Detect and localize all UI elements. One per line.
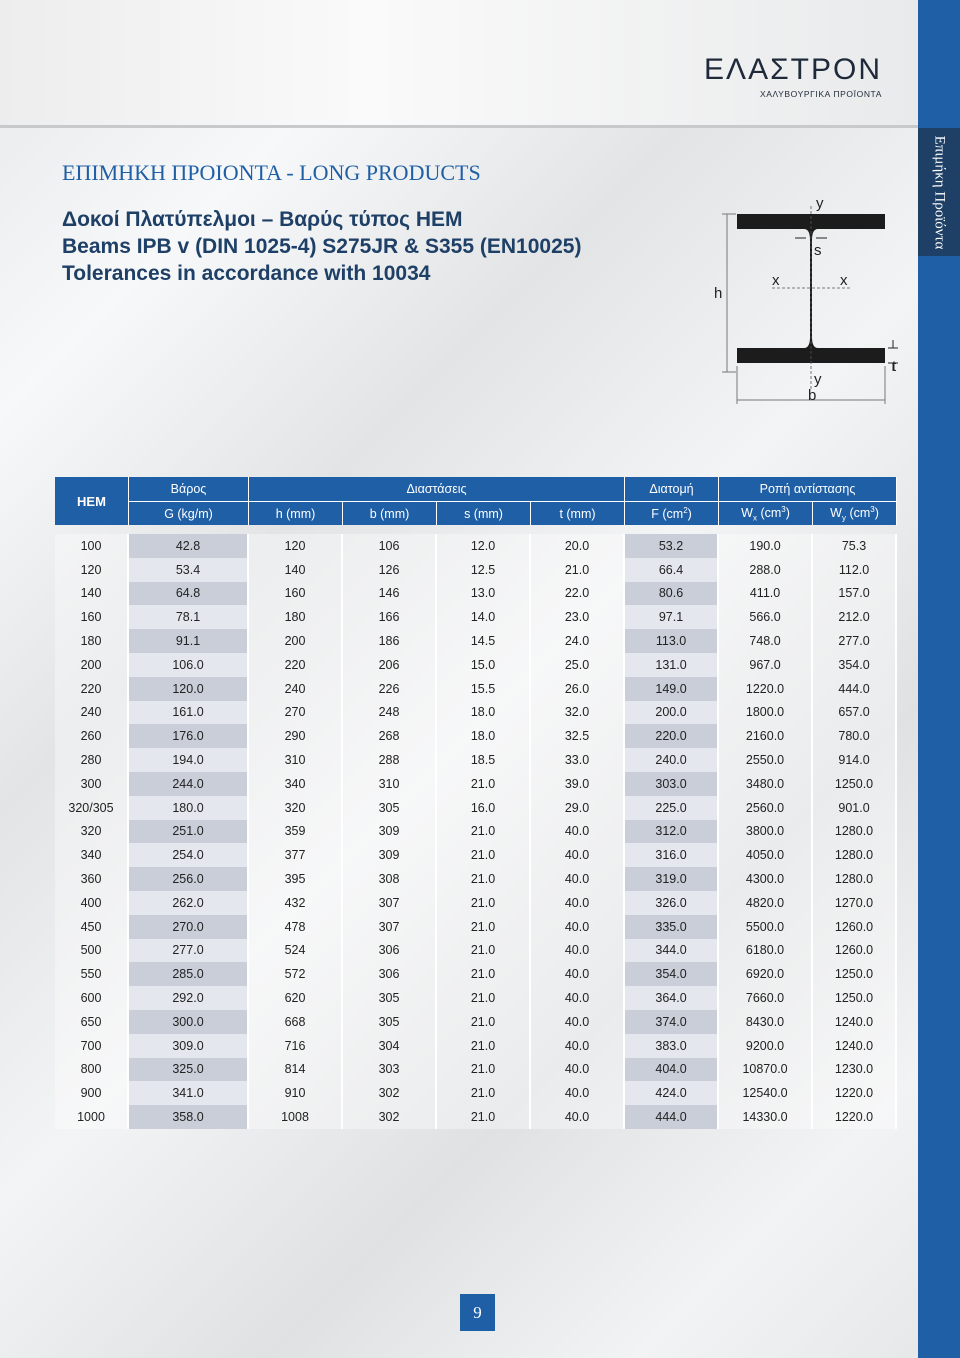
table-cell: 354.0 bbox=[813, 653, 897, 677]
table-cell: 13.0 bbox=[437, 582, 531, 606]
table-cell: 18.5 bbox=[437, 748, 531, 772]
table-cell: 120 bbox=[55, 558, 129, 582]
table-cell: 914.0 bbox=[813, 748, 897, 772]
table-cell: 1800.0 bbox=[719, 701, 813, 725]
table-cell: 225.0 bbox=[625, 796, 719, 820]
table-cell: 254.0 bbox=[129, 843, 249, 867]
table-cell: 40.0 bbox=[531, 1058, 625, 1082]
label-s: s bbox=[814, 242, 822, 259]
table-cell: 256.0 bbox=[129, 867, 249, 891]
table-cell: 478 bbox=[249, 915, 343, 939]
table-cell: 309 bbox=[343, 820, 437, 844]
table-row bbox=[55, 867, 897, 891]
table-cell: 748.0 bbox=[719, 629, 813, 653]
table-cell: 3800.0 bbox=[719, 820, 813, 844]
table-cell: 40.0 bbox=[531, 820, 625, 844]
table-row bbox=[55, 915, 897, 939]
table-cell: 244.0 bbox=[129, 772, 249, 796]
table-cell: 780.0 bbox=[813, 724, 897, 748]
table-row bbox=[55, 820, 897, 844]
table-cell: 42.8 bbox=[129, 534, 249, 558]
table-cell: 40.0 bbox=[531, 891, 625, 915]
table-cell: 80.6 bbox=[625, 582, 719, 606]
table-cell: 395 bbox=[249, 867, 343, 891]
table-cell: 21.0 bbox=[437, 1105, 531, 1129]
table-cell: 240 bbox=[249, 677, 343, 701]
table-cell: 21.0 bbox=[437, 1034, 531, 1058]
table-cell: 206 bbox=[343, 653, 437, 677]
table-cell: 572 bbox=[249, 962, 343, 986]
table-cell: 309.0 bbox=[129, 1034, 249, 1058]
col-wx: $W_x$ $(cm^3)$ bbox=[719, 501, 813, 525]
table-cell: 97.1 bbox=[625, 605, 719, 629]
table-cell: 176.0 bbox=[129, 724, 249, 748]
table-cell: 240 bbox=[55, 701, 129, 725]
table-cell: 161.0 bbox=[129, 701, 249, 725]
table-row bbox=[55, 629, 897, 653]
table-cell: 306 bbox=[343, 962, 437, 986]
side-tab-label: Επιμήκη Προϊόντα bbox=[931, 135, 948, 249]
group-moment: Ροπή αντίστασης bbox=[719, 477, 897, 501]
table-cell: 500 bbox=[55, 939, 129, 963]
hem-beams-table bbox=[55, 477, 897, 1129]
table-cell: 285.0 bbox=[129, 962, 249, 986]
table-cell: 312.0 bbox=[625, 820, 719, 844]
table-cell: 326.0 bbox=[625, 891, 719, 915]
table-cell: 6180.0 bbox=[719, 939, 813, 963]
table-cell: 320/305 bbox=[55, 796, 129, 820]
table-cell: 340 bbox=[55, 843, 129, 867]
table-cell: 359 bbox=[249, 820, 343, 844]
table-cell: 270.0 bbox=[129, 915, 249, 939]
table-cell: 319.0 bbox=[625, 867, 719, 891]
table-cell: 40.0 bbox=[531, 1105, 625, 1129]
table-cell: 106 bbox=[343, 534, 437, 558]
table-cell: 200 bbox=[55, 653, 129, 677]
table-cell: 12.0 bbox=[437, 534, 531, 558]
table-cell: 657.0 bbox=[813, 701, 897, 725]
table-cell: 4300.0 bbox=[719, 867, 813, 891]
table-row bbox=[55, 1058, 897, 1082]
table-cell: 75.3 bbox=[813, 534, 897, 558]
table-row bbox=[55, 701, 897, 725]
table-row bbox=[55, 582, 897, 606]
table-cell: 566.0 bbox=[719, 605, 813, 629]
table-cell: 21.0 bbox=[437, 891, 531, 915]
table-cell: 66.4 bbox=[625, 558, 719, 582]
table-cell: 14.5 bbox=[437, 629, 531, 653]
table-cell: 39.0 bbox=[531, 772, 625, 796]
table-cell: 277.0 bbox=[813, 629, 897, 653]
table-cell: 248 bbox=[343, 701, 437, 725]
label-x-right: x bbox=[840, 272, 848, 289]
table-row bbox=[55, 677, 897, 701]
table-cell: 220 bbox=[249, 653, 343, 677]
table-cell: 4820.0 bbox=[719, 891, 813, 915]
table-cell: 1240.0 bbox=[813, 1010, 897, 1034]
table-cell: 2160.0 bbox=[719, 724, 813, 748]
table-cell: 524 bbox=[249, 939, 343, 963]
table-row bbox=[55, 891, 897, 915]
table-cell: 18.0 bbox=[437, 724, 531, 748]
table-row bbox=[55, 796, 897, 820]
table-cell: 21.0 bbox=[437, 962, 531, 986]
table-cell: 288 bbox=[343, 748, 437, 772]
label-y-bottom: y bbox=[814, 371, 822, 388]
table-cell: 40.0 bbox=[531, 915, 625, 939]
table-row bbox=[55, 986, 897, 1010]
label-x-left: x bbox=[772, 272, 780, 289]
table-cell: 21.0 bbox=[437, 867, 531, 891]
table-cell: 12540.0 bbox=[719, 1081, 813, 1105]
table-cell: 21.0 bbox=[437, 939, 531, 963]
table-cell: 200.0 bbox=[625, 701, 719, 725]
table-cell: 716 bbox=[249, 1034, 343, 1058]
table-cell: 16.0 bbox=[437, 796, 531, 820]
table-cell: 40.0 bbox=[531, 867, 625, 891]
table-row bbox=[55, 1034, 897, 1058]
table-cell: 53.4 bbox=[129, 558, 249, 582]
table-cell: 305 bbox=[343, 1010, 437, 1034]
table-cell: 814 bbox=[249, 1058, 343, 1082]
table-cell: 310 bbox=[249, 748, 343, 772]
table-cell: 146 bbox=[343, 582, 437, 606]
table-row bbox=[55, 1081, 897, 1105]
table-cell: 4050.0 bbox=[719, 843, 813, 867]
col-g: G (kg/m) bbox=[129, 501, 249, 525]
table-cell: 288.0 bbox=[719, 558, 813, 582]
table-cell: 307 bbox=[343, 915, 437, 939]
table-cell: 21.0 bbox=[437, 820, 531, 844]
table-cell: 21.0 bbox=[531, 558, 625, 582]
table-cell: 432 bbox=[249, 891, 343, 915]
table-cell: 800 bbox=[55, 1058, 129, 1082]
i-beam-cross-section-diagram bbox=[700, 190, 910, 410]
subtitle-line-3: Tolerances in accordance with 10034 bbox=[62, 262, 431, 285]
table-cell: 8430.0 bbox=[719, 1010, 813, 1034]
table-row bbox=[55, 843, 897, 867]
table-row bbox=[55, 1105, 897, 1129]
table-cell: 40.0 bbox=[531, 843, 625, 867]
table-cell: 21.0 bbox=[437, 915, 531, 939]
table-cell: 309 bbox=[343, 843, 437, 867]
table-cell: 305 bbox=[343, 796, 437, 820]
table-cell: 33.0 bbox=[531, 748, 625, 772]
table-cell: 300 bbox=[55, 772, 129, 796]
table-cell: 550 bbox=[55, 962, 129, 986]
table-cell: 194.0 bbox=[129, 748, 249, 772]
table-cell: 344.0 bbox=[625, 939, 719, 963]
table-cell: 600 bbox=[55, 986, 129, 1010]
table-row bbox=[55, 558, 897, 582]
table-cell: 700 bbox=[55, 1034, 129, 1058]
col-f: F $(cm^2)$ bbox=[625, 501, 719, 525]
table-cell: 78.1 bbox=[129, 605, 249, 629]
subtitle-line-2: Beams IPB v (DIN 1025-4) S275JR & S355 (EN10025) bbox=[62, 235, 582, 258]
table-cell: 100 bbox=[55, 534, 129, 558]
table-cell: 212.0 bbox=[813, 605, 897, 629]
table-row bbox=[55, 772, 897, 796]
table-cell: 21.0 bbox=[437, 1058, 531, 1082]
table-cell: 900 bbox=[55, 1081, 129, 1105]
table-cell: 1280.0 bbox=[813, 867, 897, 891]
table-cell: 910 bbox=[249, 1081, 343, 1105]
table-row bbox=[55, 1010, 897, 1034]
table-cell: 25.0 bbox=[531, 653, 625, 677]
table-cell: 304 bbox=[343, 1034, 437, 1058]
col-b: b (mm) bbox=[343, 501, 437, 525]
col-t: t (mm) bbox=[531, 501, 625, 525]
table-cell: 240.0 bbox=[625, 748, 719, 772]
table-cell: 377 bbox=[249, 843, 343, 867]
table-cell: 140 bbox=[249, 558, 343, 582]
table-cell: 341.0 bbox=[129, 1081, 249, 1105]
label-t: t bbox=[892, 358, 897, 375]
table-cell: 21.0 bbox=[437, 772, 531, 796]
table-cell: 303 bbox=[343, 1058, 437, 1082]
table-row bbox=[55, 605, 897, 629]
table-cell: 7660.0 bbox=[719, 986, 813, 1010]
table-cell: 270 bbox=[249, 701, 343, 725]
table-cell: 24.0 bbox=[531, 629, 625, 653]
label-b: b bbox=[808, 387, 817, 404]
table-cell: 444.0 bbox=[813, 677, 897, 701]
side-tab-label-box bbox=[918, 128, 960, 256]
table-cell: 21.0 bbox=[437, 843, 531, 867]
table-cell: 292.0 bbox=[129, 986, 249, 1010]
table-cell: 140 bbox=[55, 582, 129, 606]
table-cell: 1008 bbox=[249, 1105, 343, 1129]
table-row bbox=[55, 939, 897, 963]
table-cell: 200 bbox=[249, 629, 343, 653]
table-cell: 335.0 bbox=[625, 915, 719, 939]
table-cell: 15.0 bbox=[437, 653, 531, 677]
table-cell: 358.0 bbox=[129, 1105, 249, 1129]
table-cell: 1250.0 bbox=[813, 772, 897, 796]
table-cell: 23.0 bbox=[531, 605, 625, 629]
table-cell: 21.0 bbox=[437, 986, 531, 1010]
table-cell: 305 bbox=[343, 986, 437, 1010]
table-cell: 32.0 bbox=[531, 701, 625, 725]
table-cell: 650 bbox=[55, 1010, 129, 1034]
table-cell: 340 bbox=[249, 772, 343, 796]
table-cell: 32.5 bbox=[531, 724, 625, 748]
table-cell: 6920.0 bbox=[719, 962, 813, 986]
table-cell: 18.0 bbox=[437, 701, 531, 725]
col-wy: $W_y$ $(cm^3)$ bbox=[813, 501, 897, 525]
table-cell: 226 bbox=[343, 677, 437, 701]
table-cell: 131.0 bbox=[625, 653, 719, 677]
table-cell: 1220.0 bbox=[813, 1081, 897, 1105]
table-row bbox=[55, 534, 897, 558]
table-cell: 157.0 bbox=[813, 582, 897, 606]
table-cell: 967.0 bbox=[719, 653, 813, 677]
table-cell: 251.0 bbox=[129, 820, 249, 844]
table-cell: 1280.0 bbox=[813, 820, 897, 844]
table-cell: 160 bbox=[55, 605, 129, 629]
table-cell: 26.0 bbox=[531, 677, 625, 701]
table-cell: 12.5 bbox=[437, 558, 531, 582]
table-cell: 40.0 bbox=[531, 939, 625, 963]
table-cell: 3480.0 bbox=[719, 772, 813, 796]
table-cell: 1260.0 bbox=[813, 939, 897, 963]
table-cell: 1220.0 bbox=[719, 677, 813, 701]
table-cell: 316.0 bbox=[625, 843, 719, 867]
table-cell: 40.0 bbox=[531, 962, 625, 986]
logo-wordmark: ΕΛΑΣΤΡΟΝ bbox=[704, 53, 882, 86]
table-cell: 290 bbox=[249, 724, 343, 748]
table-cell: 364.0 bbox=[625, 986, 719, 1010]
table-cell: 180 bbox=[55, 629, 129, 653]
col-s: s (mm) bbox=[437, 501, 531, 525]
table-cell: 5500.0 bbox=[719, 915, 813, 939]
table-cell: 260 bbox=[55, 724, 129, 748]
table-cell: 901.0 bbox=[813, 796, 897, 820]
table-cell: 354.0 bbox=[625, 962, 719, 986]
table-cell: 383.0 bbox=[625, 1034, 719, 1058]
page-number: 9 bbox=[460, 1294, 495, 1331]
table-cell: 360 bbox=[55, 867, 129, 891]
table-row bbox=[55, 962, 897, 986]
label-y-top: y bbox=[816, 195, 824, 212]
table-cell: 14330.0 bbox=[719, 1105, 813, 1129]
table-cell: 262.0 bbox=[129, 891, 249, 915]
table-cell: 306 bbox=[343, 939, 437, 963]
table-cell: 40.0 bbox=[531, 986, 625, 1010]
group-dimensions: Διαστάσεις bbox=[249, 477, 625, 501]
table-cell: 277.0 bbox=[129, 939, 249, 963]
table-cell: 180.0 bbox=[129, 796, 249, 820]
table-cell: 300.0 bbox=[129, 1010, 249, 1034]
table-cell: 320 bbox=[55, 820, 129, 844]
table-cell: 411.0 bbox=[719, 582, 813, 606]
table-cell: 20.0 bbox=[531, 534, 625, 558]
table-cell: 29.0 bbox=[531, 796, 625, 820]
table-cell: 220 bbox=[55, 677, 129, 701]
group-weight: Βάρος bbox=[129, 477, 249, 501]
table-cell: 15.5 bbox=[437, 677, 531, 701]
table-cell: 320 bbox=[249, 796, 343, 820]
table-cell: 40.0 bbox=[531, 1010, 625, 1034]
table-cell: 1240.0 bbox=[813, 1034, 897, 1058]
table-cell: 106.0 bbox=[129, 653, 249, 677]
table-cell: 2550.0 bbox=[719, 748, 813, 772]
table-cell: 1250.0 bbox=[813, 962, 897, 986]
section-title: ΕΠΙΜΗΚΗ ΠΡΟΙΟΝΤΑ - LONG PRODUCTS bbox=[62, 160, 481, 185]
table-cell: 1230.0 bbox=[813, 1058, 897, 1082]
table-cell: 1270.0 bbox=[813, 891, 897, 915]
table-cell: 280 bbox=[55, 748, 129, 772]
table-cell: 113.0 bbox=[625, 629, 719, 653]
table-cell: 40.0 bbox=[531, 1034, 625, 1058]
label-h: h bbox=[714, 285, 723, 302]
table-cell: 21.0 bbox=[437, 1081, 531, 1105]
table-cell: 1000 bbox=[55, 1105, 129, 1129]
table-cell: 307 bbox=[343, 891, 437, 915]
table-cell: 668 bbox=[249, 1010, 343, 1034]
table-cell: 1250.0 bbox=[813, 986, 897, 1010]
table-row bbox=[55, 724, 897, 748]
table-cell: 450 bbox=[55, 915, 129, 939]
table-cell: 220.0 bbox=[625, 724, 719, 748]
table-cell: 303.0 bbox=[625, 772, 719, 796]
table-cell: 126 bbox=[343, 558, 437, 582]
table-cell: 53.2 bbox=[625, 534, 719, 558]
table-cell: 160 bbox=[249, 582, 343, 606]
table-row bbox=[55, 748, 897, 772]
table-cell: 1260.0 bbox=[813, 915, 897, 939]
company-logo bbox=[686, 54, 882, 99]
table-row bbox=[55, 653, 897, 677]
table-cell: 21.0 bbox=[437, 1010, 531, 1034]
table-cell: 190.0 bbox=[719, 534, 813, 558]
table-cell: 14.0 bbox=[437, 605, 531, 629]
table-cell: 310 bbox=[343, 772, 437, 796]
table-cell: 40.0 bbox=[531, 1081, 625, 1105]
table-cell: 149.0 bbox=[625, 677, 719, 701]
table-cell: 91.1 bbox=[129, 629, 249, 653]
table-cell: 120.0 bbox=[129, 677, 249, 701]
table-cell: 404.0 bbox=[625, 1058, 719, 1082]
table-cell: 2560.0 bbox=[719, 796, 813, 820]
table-cell: 1220.0 bbox=[813, 1105, 897, 1129]
table-cell: 325.0 bbox=[129, 1058, 249, 1082]
table-cell: 120 bbox=[249, 534, 343, 558]
table-cell: 444.0 bbox=[625, 1105, 719, 1129]
table-cell: 1280.0 bbox=[813, 843, 897, 867]
table-cell: 302 bbox=[343, 1105, 437, 1129]
table-cell: 308 bbox=[343, 867, 437, 891]
table-cell: 302 bbox=[343, 1081, 437, 1105]
table-cell: 268 bbox=[343, 724, 437, 748]
table-cell: 620 bbox=[249, 986, 343, 1010]
logo-tagline: ΧΑΛΥΒΟΥΡΓΙΚΑ ΠΡΟΪΟΝΤΑ bbox=[759, 89, 882, 99]
subtitle-line-1: Δοκοί Πλατύπελμοι – Βαρύς τύπος HEM bbox=[62, 208, 463, 231]
table-cell: 112.0 bbox=[813, 558, 897, 582]
table-cell: 186 bbox=[343, 629, 437, 653]
table-cell: 10870.0 bbox=[719, 1058, 813, 1082]
table-cell: 180 bbox=[249, 605, 343, 629]
table-cell: 424.0 bbox=[625, 1081, 719, 1105]
group-section: Διατομή bbox=[625, 477, 719, 501]
table-cell: 400 bbox=[55, 891, 129, 915]
table-cell: 22.0 bbox=[531, 582, 625, 606]
table-cell: 374.0 bbox=[625, 1010, 719, 1034]
col-h: h (mm) bbox=[249, 501, 343, 525]
col-hem: HEM bbox=[55, 477, 129, 525]
table-cell: 9200.0 bbox=[719, 1034, 813, 1058]
table-cell: 64.8 bbox=[129, 582, 249, 606]
table-cell: 166 bbox=[343, 605, 437, 629]
